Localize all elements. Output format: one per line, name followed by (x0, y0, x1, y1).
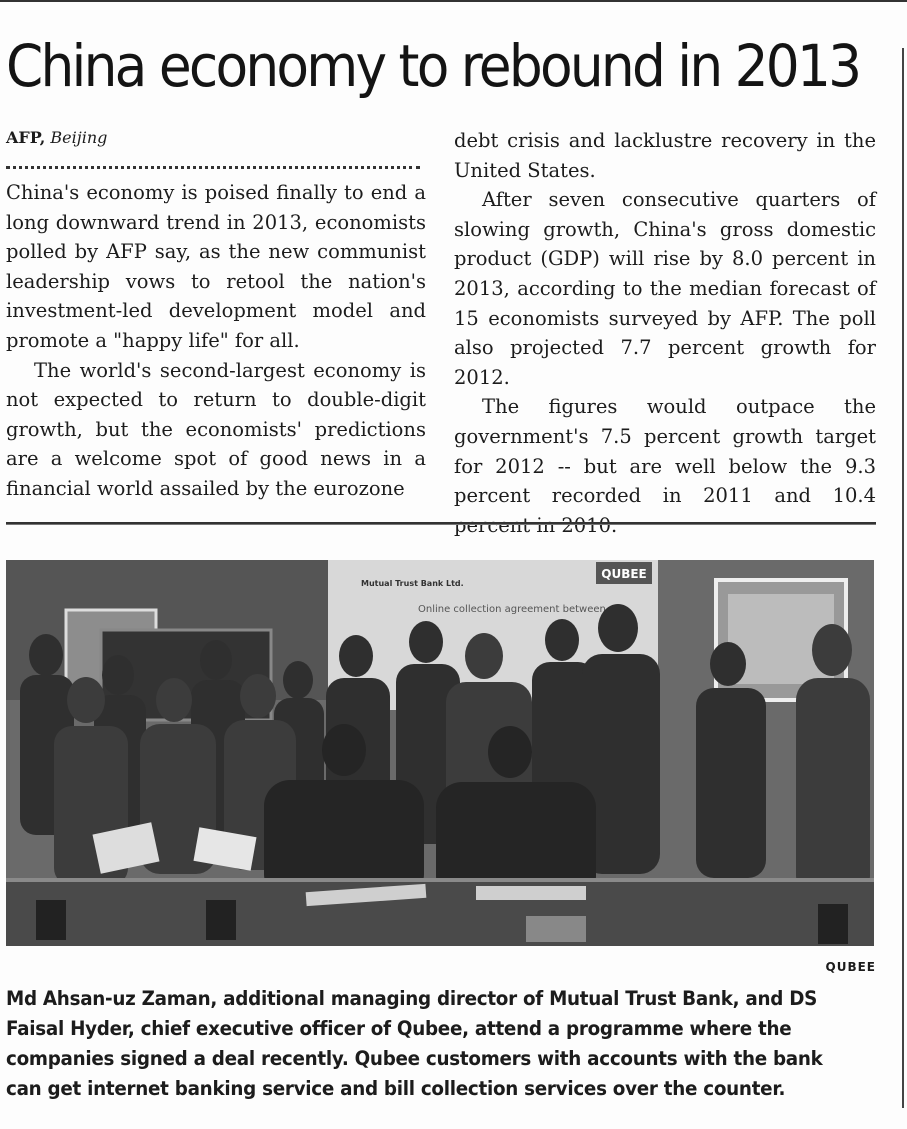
paragraph: debt crisis and lacklustre recovery in the United States. (454, 129, 876, 182)
byline-agency: AFP, (6, 128, 46, 147)
paragraph: China's economy is poised finally to end a long downward trend in 2013, economists polled by AFP say, as the new communist leadership vows to retool the nation's investment-led development model and promote a "happy life" for all. (6, 181, 426, 352)
byline-city: Beijing (50, 128, 108, 147)
paragraph: The world's second-largest economy is not expected to return to double-digit growth, but the economists' predictions are a welcome spot of good news in a financial world assailed by the eurozone (6, 358, 426, 500)
photo-credit: QUBEE (825, 960, 876, 974)
banner-logo: QUBEE (601, 567, 647, 581)
section-divider (6, 522, 876, 525)
headline: China economy to rebound in 2013 (6, 32, 860, 100)
article-column-1 (6, 178, 426, 504)
news-photo (6, 560, 874, 946)
photo-caption: Md Ahsan-uz Zaman, additional managing director of Mutual Trust Bank, and DS Faisal Hyder, chief executive officer of Qubee, attend a programme where the companies signed a deal recently. Qubee customers with accounts with the bank can get internet banking service and bill collection services over the counter. (6, 987, 823, 1100)
byline (6, 128, 107, 147)
dotted-divider (6, 166, 420, 169)
banner-bank-name: Mutual Trust Bank Ltd. (361, 579, 464, 588)
paragraph: After seven consecutive quarters of slowing growth, China's gross domestic product (GDP) will rise by 8.0 percent in 2013, according to the median forecast of 15 economists surveyed by AFP. The poll also projected 7.7 percent growth for 2012. (454, 188, 876, 389)
paragraph: The figures would outpace the government's 7.5 percent growth target for 2012 -- but are well below the 9.3 percent recorded in 2011 and 10.4 percent in 2010. (454, 395, 876, 537)
top-rule (0, 0, 907, 2)
right-column-rule (902, 48, 904, 1108)
banner-subtitle: Online collection agreement between (418, 604, 606, 615)
article-column-2 (454, 126, 876, 540)
